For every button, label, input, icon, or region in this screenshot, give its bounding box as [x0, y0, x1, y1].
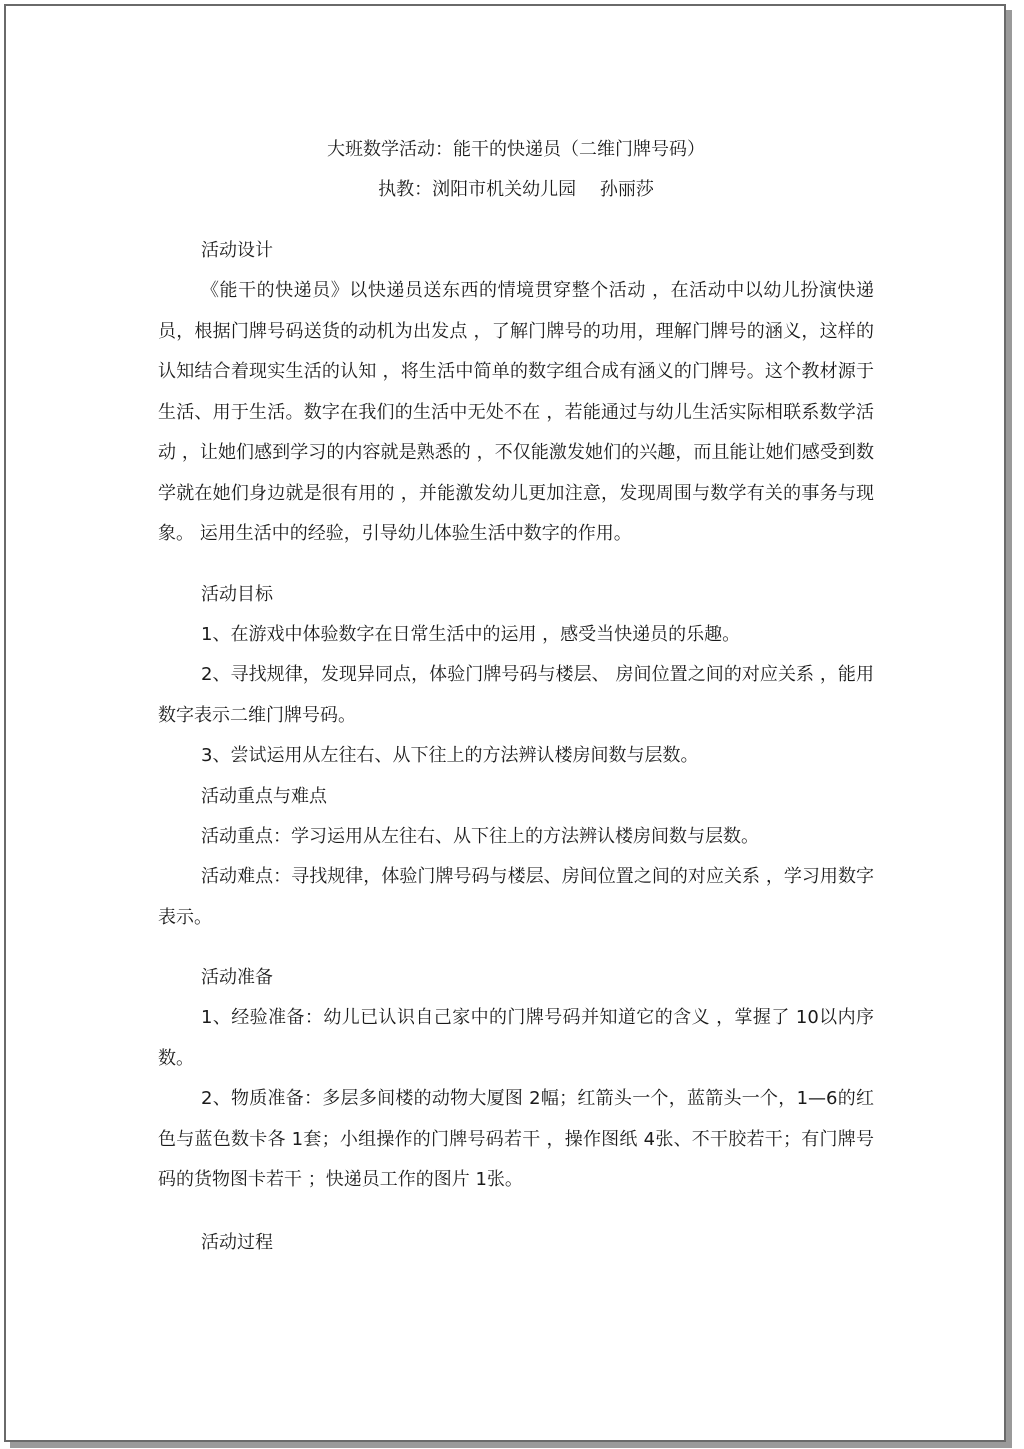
key-point-focus: 活动重点：学习运用从左往右、从下往上的方法辨认楼房间数与层数。 — [201, 825, 759, 847]
document-page — [4, 4, 1006, 1442]
goal-item-3: 3、尝试运用从左往右、从下往上的方法辨认楼房间数与层数。 — [201, 745, 699, 766]
preparation-item-2: 2、物质准备：多层多间楼的动物大厦图 2幅；红箭头一个，蓝箭头一个，1—6的红色与蓝色数卡各 1套；小组操作的门牌号码若干 ，操作图纸 4张、不干胶若干；有门牌号码的货物图卡若干 ；快递员工作的图片 1张。 — [158, 1088, 874, 1190]
goal-item-1: 1、在游戏中体验数字在日常生活中的运用 ，感受当快递员的乐趣。 — [201, 623, 741, 645]
key-point-difficulty: 活动难点：寻找规律，体验门牌号码与楼层、房间位置之间的对应关系 ，学习用数字表示。 — [158, 866, 874, 928]
section-heading-key-points: 活动重点与难点 — [201, 785, 327, 807]
section-heading-design: 活动设计 — [201, 240, 273, 261]
goal-item-2: 2、寻找规律，发现异同点，体验门牌号码与楼层、 房间位置之间的对应关系 ，能用数字表示二维门牌号码。 — [158, 664, 874, 726]
section-heading-goals: 活动目标 — [201, 583, 273, 605]
document-content — [158, 130, 874, 1263]
document-title: 大班数学活动：能干的快递员（二维门牌号码） — [327, 139, 705, 160]
section-heading-preparation: 活动准备 — [201, 967, 273, 988]
author-line: 执教：浏阳市机关幼儿园 孙丽莎 — [378, 179, 654, 200]
preparation-item-1: 1、经验准备：幼儿已认识自己家中的门牌号码并知道它的含义 ，掌握了 10以内序数。 — [158, 1007, 874, 1069]
section-heading-process: 活动过程 — [201, 1231, 273, 1253]
design-paragraph: 《能干的快递员》以快递员送东西的情境贯穿整个活动 ，在活动中以幼儿扮演快递员，根据门牌号码送货的动机为出发点 ，了解门牌号的功用，理解门牌号的涵义，这样的认知结合着现实生活的认知 ，将生活中简单的数字组合成有涵义的门牌号。这个教材源于生活、用于生活。数字在我们的生活中无处不在 ，若能通过与幼儿生活实际相联系数学活动 ，让她们感到学习的内容就是熟悉的 ，不仅能激发她们的兴趣，而且能让她们感受到数学就在她们身边就是很有用的 ，并能激发幼儿更加注意，发现周围与数学有关的事务与现象。 运用生活中的经验，引导幼儿体验生活中数字的作用。 — [158, 280, 874, 544]
